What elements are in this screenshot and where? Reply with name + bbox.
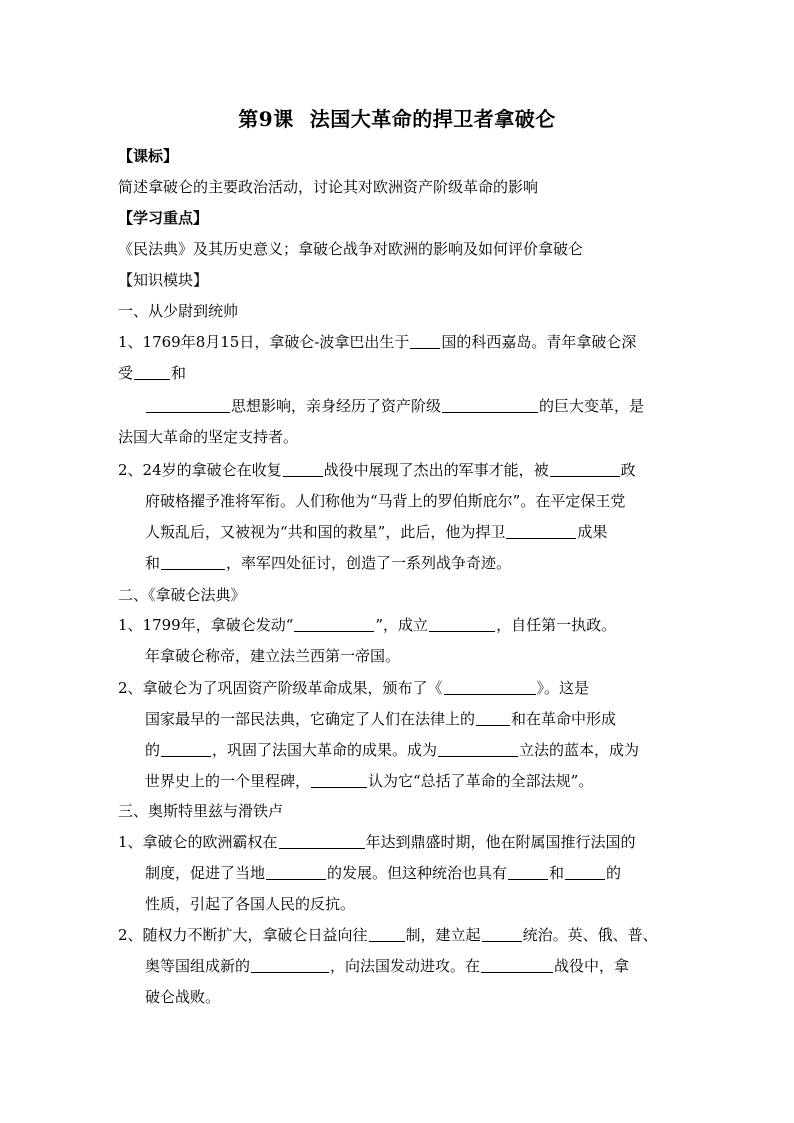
answer-blank[interactable] [134,365,170,380]
zhongdian-text: 《民法典》及其历史意义；拿破仑战争对欧洲的影响及如何评价拿破仑 [118,240,584,258]
s3-q1-line3: 性质，引起了各国人民的反抗。 [145,895,356,913]
answer-blank[interactable] [294,617,374,632]
answer-blank[interactable] [311,773,367,788]
answer-blank[interactable] [283,462,323,477]
s1-q2-line4: 和 ，率军四处征讨，创造了一系列战争奇迹。 [145,554,512,572]
s3-q2-line3: 破仑战败。 [145,988,221,1006]
s3-q1-line2: 制度，促进了当地 的发展。但这种统治也具有 和 的 [145,864,622,882]
s1-q2-line3: 人叛乱后，又被视为“共和国的救星”，此后，他为捍卫 成果 [145,523,608,541]
heading-zhongdian: 【学习重点】 [118,209,209,227]
answer-blank[interactable] [266,865,326,880]
section3-title: 三、奥斯特里兹与滑铁卢 [118,802,284,820]
s1-q1-line2: 受 和 [118,364,187,382]
section2-title: 二、《拿破仑法典》 [118,586,246,604]
answer-blank[interactable] [476,711,510,726]
answer-blank[interactable] [506,524,576,539]
s2-q1-line1: 1、1799年，拿破仑发动“ ”，成立 ，自任第一执政。 [118,616,617,634]
s1-q1-line3: 思想影响，亲身经历了资产阶级 的巨大变革，是 [145,395,644,416]
answer-blank[interactable] [508,865,548,880]
s2-q2-line1: 2、拿破仑为了巩固资产阶级革命成果，颁布了《 》。这是 [118,679,590,697]
s2-q2-line4: 世界史上的一个里程碑， 认为它“总括了革命的全部法规”。 [145,772,594,790]
lesson-name: 法国大革命的捍卫者拿破仑 [309,107,556,131]
answer-blank[interactable] [251,958,329,973]
s1-q2-line1: 2、24岁的拿破仑在收复 战役中展现了杰出的军事才能，被 政 [118,461,636,479]
kebiao-text: 简述拿破仑的主要政治活动，讨论其对欧洲资产阶级革命的影响 [118,178,539,196]
answer-blank[interactable] [369,927,405,942]
s1-q1-line1: 1、1769年8月15日，拿破仑-波拿巴出生于 国的科西嘉岛。青年拿破仑深 [118,333,637,351]
answer-blank[interactable] [146,398,230,413]
s3-q1-line1: 1、拿破仑的欧洲霸权在 年达到鼎盛时期，他在附属国推行法国的 [118,833,636,851]
lesson-number: 第9课 [238,107,294,131]
page-title [0,103,794,132]
s2-q1-line2: 年拿破仑称帝，建立法兰西第一帝国。 [145,647,401,665]
s2-q2-line3: 的 ，巩固了法国大革命的成果。成为 立法的蓝本，成为 [145,741,640,759]
answer-blank[interactable] [161,555,225,570]
section1-title: 一、从少尉到统帅 [118,302,239,320]
answer-blank[interactable] [550,462,620,477]
s2-q2-line2: 国家最早的一部民法典，它确定了人们在法律上的 和在革命中形成 [145,710,617,728]
answer-blank[interactable] [279,834,365,849]
answer-blank[interactable] [429,617,495,632]
answer-blank[interactable] [438,742,518,757]
heading-kebiao: 【课标】 [118,147,179,165]
s3-q2-line2: 奥等国组成新的 ，向法国发动进攻。在 战役中，拿 [145,957,630,975]
answer-blank[interactable] [442,398,538,413]
answer-blank[interactable] [565,865,605,880]
heading-mokuai: 【知识模块】 [118,271,209,289]
s1-q2-line2: 府破格擢予准将军衔。人们称他为“马背上的罗伯斯庇尔”。在平定保王党 [145,492,626,510]
answer-blank[interactable] [482,927,522,942]
s1-q1-line4: 法国大革命的坚定支持者。 [118,428,299,446]
answer-blank[interactable] [410,334,440,349]
s3-q2-line1: 2、随权力不断扩大，拿破仑日益向往 制，建立起 统治。英、俄、普、 [118,926,658,944]
answer-blank[interactable] [161,742,211,757]
answer-blank[interactable] [481,958,553,973]
answer-blank[interactable] [444,680,536,695]
